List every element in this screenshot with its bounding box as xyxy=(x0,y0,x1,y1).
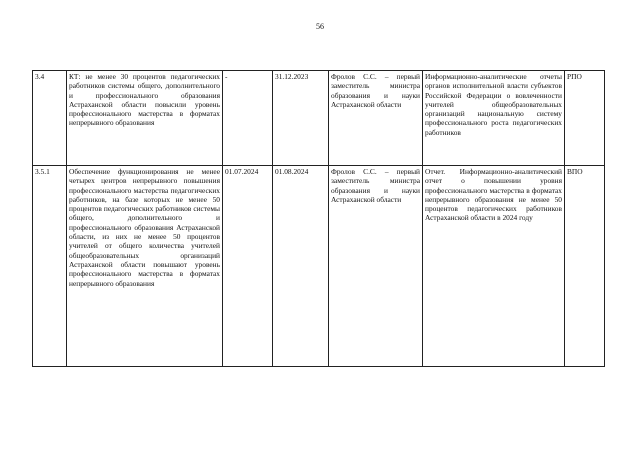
row-end-date: 01.08.2024 xyxy=(273,166,329,367)
table-row xyxy=(33,166,605,367)
row-result: Отчет. Информационно-аналитический отчет о повышении уровня профессионального мастерства в форматах непрерывного образования не менее 50 процентов педагогических работников Астраханской области в 2024 году xyxy=(423,166,565,367)
row-number: 3.4 xyxy=(33,71,67,166)
row-level: ВПО xyxy=(565,166,605,367)
row-level: РПО xyxy=(565,71,605,166)
row-start-date: 01.07.2024 xyxy=(223,166,273,367)
row-number: 3.5.1 xyxy=(33,166,67,367)
row-description: КТ: не менее 30 процентов педагогических работников системы общего, дополнительного и профессионального образования Астраханской области повысили уровень профессионального мастерства в форматах непрерывного образования xyxy=(67,71,223,166)
row-description: Обеспечение функционирования не менее четырех центров непрерывного повышения профессионального мастерства педагогических работников, на базе которых не менее 50 процентов педагогических работников системы общего, дополнительного и профессионального образования Астраханской области, из них не менее 50 процентов учителей от общего количества учителей общеобразовательных организаций Астраханской области повышают уровень профессионального мастерства в форматах непрерывного образования xyxy=(67,166,223,367)
table-row xyxy=(33,71,605,166)
row-result: Информационно-аналитические отчеты органов исполнительной власти субъектов Российской Федерации о вовлеченности учителей общеобразовательных организаций национальную систему профессионального роста педагогических работников xyxy=(423,71,565,166)
page-number: 56 xyxy=(316,22,324,31)
row-responsible: Фролов С.С. – первый заместитель министра образования и науки Астраханской области xyxy=(329,71,423,166)
plan-table xyxy=(32,70,605,367)
row-end-date: 31.12.2023 xyxy=(273,71,329,166)
row-start-date: - xyxy=(223,71,273,166)
row-responsible: Фролов С.С. – первый заместитель министра образования и науки Астраханской области xyxy=(329,166,423,367)
